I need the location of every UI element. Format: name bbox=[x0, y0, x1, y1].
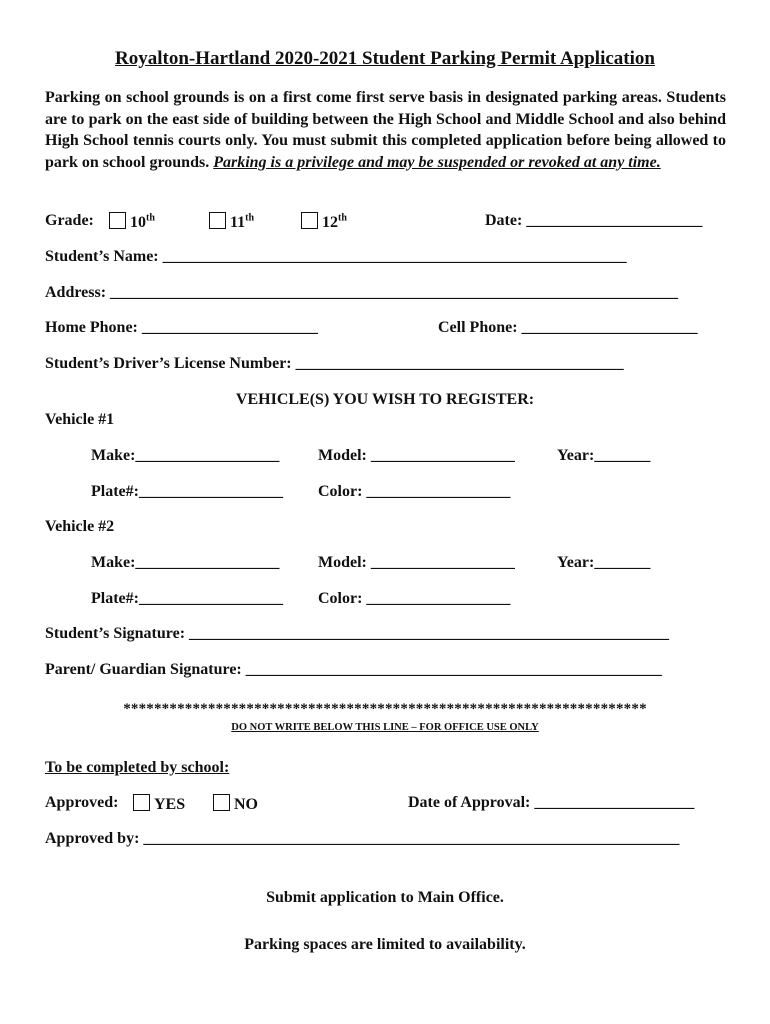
grade-12-option[interactable] bbox=[301, 212, 347, 232]
vehicle-2-label: Vehicle #2 bbox=[45, 518, 115, 535]
student-name-field[interactable]: Student’s Name: __________________________________________________________ bbox=[45, 248, 627, 265]
grade-10-option[interactable] bbox=[109, 212, 155, 232]
vehicle-1-color-field[interactable]: Color: __________________ bbox=[318, 483, 511, 500]
submit-note: Submit application to Main Office. bbox=[266, 889, 504, 906]
intro-text: Parking on school grounds is on a first come first serve basis in designated parking areas. Students are to park on the east side of building between the High School and Middle School and also behind High School tennis courts only. You must submit this completed application before being allowed to park on school grounds. bbox=[45, 89, 726, 171]
grade-11-option[interactable] bbox=[209, 212, 254, 232]
vehicles-heading: VEHICLE(S) YOU WISH TO REGISTER: bbox=[235, 391, 535, 408]
divider-stars: ******************************************************************** bbox=[123, 701, 647, 717]
yes-checkbox[interactable] bbox=[133, 794, 150, 811]
grade-12-checkbox[interactable] bbox=[301, 212, 318, 229]
vehicle-1-year-field[interactable]: Year:_______ bbox=[557, 447, 651, 464]
grade-11-label: 11 bbox=[230, 214, 246, 231]
approved-label: Approved: bbox=[45, 794, 119, 811]
home-phone-field[interactable]: Home Phone: ______________________ bbox=[45, 319, 318, 336]
limited-note: Parking spaces are limited to availability. bbox=[244, 936, 526, 953]
office-use-note: DO NOT WRITE BELOW THIS LINE – FOR OFFICE USE ONLY bbox=[231, 722, 539, 733]
vehicle-2-make-field[interactable]: Make:__________________ bbox=[91, 554, 280, 571]
approved-no-option[interactable] bbox=[213, 794, 258, 814]
parent-signature-field[interactable]: Parent/ Guardian Signature: ____________________________________________________ bbox=[45, 661, 662, 678]
intro-paragraph bbox=[45, 87, 726, 173]
grade-10-checkbox[interactable] bbox=[109, 212, 126, 229]
grade-11-suffix: th bbox=[245, 212, 255, 224]
vehicle-2-model-field[interactable]: Model: __________________ bbox=[318, 554, 515, 571]
cell-phone-field[interactable]: Cell Phone: ______________________ bbox=[438, 319, 698, 336]
school-heading: To be completed by school: bbox=[45, 759, 230, 776]
vehicle-2-year-field[interactable]: Year:_______ bbox=[557, 554, 651, 571]
yes-label: YES bbox=[154, 796, 186, 813]
vehicle-1-plate-field[interactable]: Plate#:__________________ bbox=[91, 483, 283, 500]
vehicle-1-label: Vehicle #1 bbox=[45, 411, 115, 428]
grade-11-checkbox[interactable] bbox=[209, 212, 226, 229]
approved-by-field[interactable]: Approved by: ___________________________________________________________________ bbox=[45, 830, 680, 847]
page-title: Royalton-Hartland 2020-2021 Student Parking Permit Application bbox=[115, 48, 655, 69]
privilege-notice: Parking is a privilege and may be suspended or revoked at any time. bbox=[213, 153, 661, 171]
date-field[interactable]: Date: ______________________ bbox=[485, 212, 703, 229]
vehicle-1-model-field[interactable]: Model: __________________ bbox=[318, 447, 515, 464]
grade-10-suffix: th bbox=[146, 212, 155, 224]
vehicle-1-make-field[interactable]: Make:__________________ bbox=[91, 447, 280, 464]
grade-label: Grade: bbox=[45, 212, 94, 229]
approved-yes-option[interactable] bbox=[133, 794, 185, 814]
vehicle-2-plate-field[interactable]: Plate#:__________________ bbox=[91, 590, 283, 607]
no-checkbox[interactable] bbox=[213, 794, 230, 811]
vehicle-2-color-field[interactable]: Color: __________________ bbox=[318, 590, 511, 607]
address-field[interactable]: Address: _______________________________________________________________________ bbox=[45, 284, 679, 301]
license-field[interactable]: Student’s Driver’s License Number: _________________________________________ bbox=[45, 355, 624, 372]
grade-12-label: 12 bbox=[322, 214, 338, 231]
date-of-approval-field[interactable]: Date of Approval: ____________________ bbox=[408, 794, 695, 811]
grade-10-label: 10 bbox=[130, 214, 146, 231]
student-signature-field[interactable]: Student’s Signature: ____________________________________________________________ bbox=[45, 625, 670, 642]
grade-12-suffix: th bbox=[338, 212, 347, 224]
no-label: NO bbox=[234, 796, 258, 813]
